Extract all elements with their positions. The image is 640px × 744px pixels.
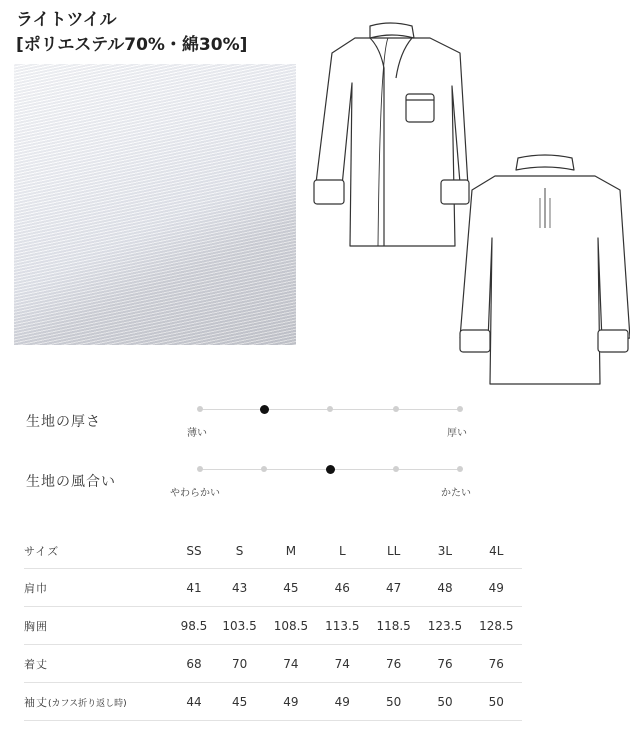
table-cell: 49 bbox=[317, 683, 368, 721]
thickness-dot-4 bbox=[393, 406, 399, 412]
chef-coat-illustration bbox=[300, 8, 630, 386]
texture-dot-selected bbox=[326, 465, 335, 474]
table-cell: 74 bbox=[317, 645, 368, 683]
texture-dot-2 bbox=[261, 466, 267, 472]
texture-right-end: かたい bbox=[441, 488, 471, 499]
thickness-dot-1 bbox=[197, 406, 203, 412]
table-cell: 50 bbox=[471, 683, 522, 721]
table-cell: 46 bbox=[317, 569, 368, 607]
table-cell: 41 bbox=[174, 569, 214, 607]
table-cell: 108.5 bbox=[265, 607, 316, 645]
table-cell: 48 bbox=[419, 569, 470, 607]
table-cell: 118.5 bbox=[368, 607, 419, 645]
table-cell: 76 bbox=[368, 645, 419, 683]
texture-scale bbox=[0, 455, 640, 545]
table-cell: 47 bbox=[368, 569, 419, 607]
row-label: 肩巾 bbox=[24, 569, 174, 607]
size-col-header: 4L bbox=[471, 534, 522, 569]
size-header-row bbox=[24, 534, 522, 569]
texture-dot-1 bbox=[197, 466, 203, 472]
texture-dot-5 bbox=[457, 466, 463, 472]
texture-label: 生地の風合い bbox=[26, 474, 116, 490]
table-cell: 43 bbox=[214, 569, 265, 607]
table-cell: 44 bbox=[174, 683, 214, 721]
table-row bbox=[24, 683, 522, 721]
table-cell: 113.5 bbox=[317, 607, 368, 645]
fabric-swatch-image bbox=[14, 64, 296, 345]
size-col-header: M bbox=[265, 534, 316, 569]
table-row bbox=[24, 569, 522, 607]
size-col-header: SS bbox=[174, 534, 214, 569]
texture-left-end: やわらかい bbox=[170, 488, 220, 499]
table-cell: 74 bbox=[265, 645, 316, 683]
table-cell: 76 bbox=[419, 645, 470, 683]
size-col-header: 3L bbox=[419, 534, 470, 569]
row-label bbox=[24, 683, 174, 721]
table-row bbox=[24, 607, 522, 645]
thickness-dot-3 bbox=[327, 406, 333, 412]
size-header-label: サイズ bbox=[24, 534, 174, 569]
table-cell: 50 bbox=[419, 683, 470, 721]
thickness-dot-5 bbox=[457, 406, 463, 412]
table-cell: 98.5 bbox=[174, 607, 214, 645]
table-cell: 45 bbox=[214, 683, 265, 721]
table-cell: 128.5 bbox=[471, 607, 522, 645]
table-cell: 68 bbox=[174, 645, 214, 683]
size-col-header: L bbox=[317, 534, 368, 569]
table-cell: 49 bbox=[471, 569, 522, 607]
table-cell: 103.5 bbox=[214, 607, 265, 645]
thickness-left-end: 薄い bbox=[187, 428, 207, 439]
table-cell: 45 bbox=[265, 569, 316, 607]
row-label: 着丈 bbox=[24, 645, 174, 683]
size-col-header: LL bbox=[368, 534, 419, 569]
table-cell: 49 bbox=[265, 683, 316, 721]
size-col-header: S bbox=[214, 534, 265, 569]
chef-coat-front-view bbox=[314, 23, 469, 246]
row-label-note: (カフス折り返し時) bbox=[48, 698, 127, 709]
row-label-main: 袖丈 bbox=[24, 695, 48, 709]
thickness-right-end: 厚い bbox=[447, 428, 467, 439]
table-cell: 123.5 bbox=[419, 607, 470, 645]
fabric-composition: [ポリエステル70%・綿30%] bbox=[16, 35, 248, 55]
chef-coat-back-view bbox=[460, 155, 630, 384]
table-cell: 50 bbox=[368, 683, 419, 721]
table-cell: 70 bbox=[214, 645, 265, 683]
thickness-dot-selected bbox=[260, 405, 269, 414]
size-chart bbox=[24, 534, 522, 721]
texture-dot-4 bbox=[393, 466, 399, 472]
table-cell: 76 bbox=[471, 645, 522, 683]
fabric-name: ライトツイル bbox=[16, 10, 117, 30]
thickness-label: 生地の厚さ bbox=[26, 414, 101, 430]
row-label: 胸囲 bbox=[24, 607, 174, 645]
table-row bbox=[24, 645, 522, 683]
